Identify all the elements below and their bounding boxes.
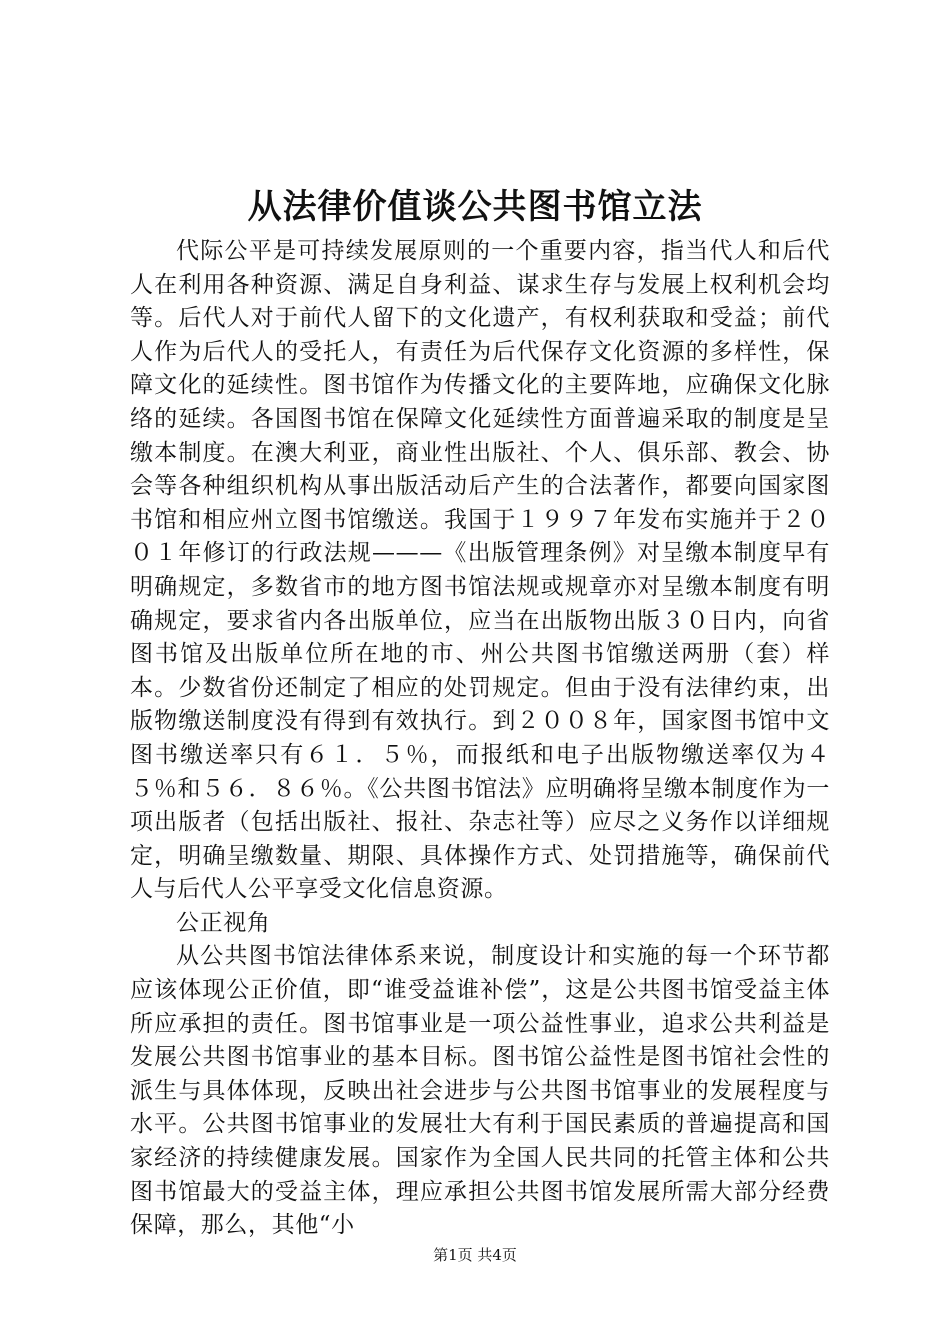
- paragraph-justice: 从公共图书馆法律体系来说，制度设计和实施的每一个环节都应该体现公正价值，即“谁受益谁补偿”，这是公共图书馆受益主体所应承担的责任。图书馆事业是一项公益性事业，追求公共利益是发展公共图书馆事业的基本目标。图书馆公益性是图书馆社会性的派生与具体体现，反映出社会进步与公共图书馆事业的发展程度与水平。公共图书馆事业的发展壮大有利于国民素质的普遍提高和国家经济的持续健康发展。国家作为全国人民共同的托管主体和公共图书馆最大的受益主体，理应承担公共图书馆发展所需大部分经费保障，那么，其他“小: [130, 943, 830, 1239]
- paragraph-intergenerational-equity: 代际公平是可持续发展原则的一个重要内容，指当代人和后代人在利用各种资源、满足自身利益、谋求生存与发展上权利机会均等。后代人对于前代人留下的文化遗产，有权利获取和受益；前代人作为后代人的受托人，有责任为后代保存文化资源的多样性，保障文化的延续性。图书馆作为传播文化的主要阵地，应确保文化脉络的延续。各国图书馆在保障文化延续性方面普遍采取的制度是呈缴本制度。在澳大利亚，商业性出版社、个人、俱乐部、教会、协会等各种组织机构从事出版活动后产生的合法著作，都要向国家图书馆和相应州立图书馆缴送。我国于１９９７年发布实施并于２００１年修订的行政法规———《出版管理条例》对呈缴本制度早有明确规定，多数省市的地方图书馆法规或规章亦对呈缴本制度有明确规定，要求省内各出版单位，应当在出版物出版３０日内，向省图书馆及出版单位所在地的市、州公共图书馆缴送两册（套）样本。少数省份还制定了相应的处罚规定。但由于没有法律约束，出版物缴送制度没有得到有效执行。到２００８年，国家图书馆中文图书缴送率只有６１．５％，而报纸和电子出版物缴送率仅为４５％和５６．８６％。《公共图书馆法》应明确将呈缴本制度作为一项出版者（包括出版社、报社、杂志社等）应尽之义务作以详细规定，明确呈缴数量、期限、具体操作方式、处罚措施等，确保前代人与后代人公平享受文化信息资源。: [130, 238, 830, 903]
- section-heading-justice: 公正视角: [176, 909, 271, 936]
- document-title: 从法律价值谈公共图书馆立法: [247, 187, 703, 227]
- document-body: [130, 235, 830, 1243]
- page-footer: 第1页 共4页: [433, 1246, 517, 1264]
